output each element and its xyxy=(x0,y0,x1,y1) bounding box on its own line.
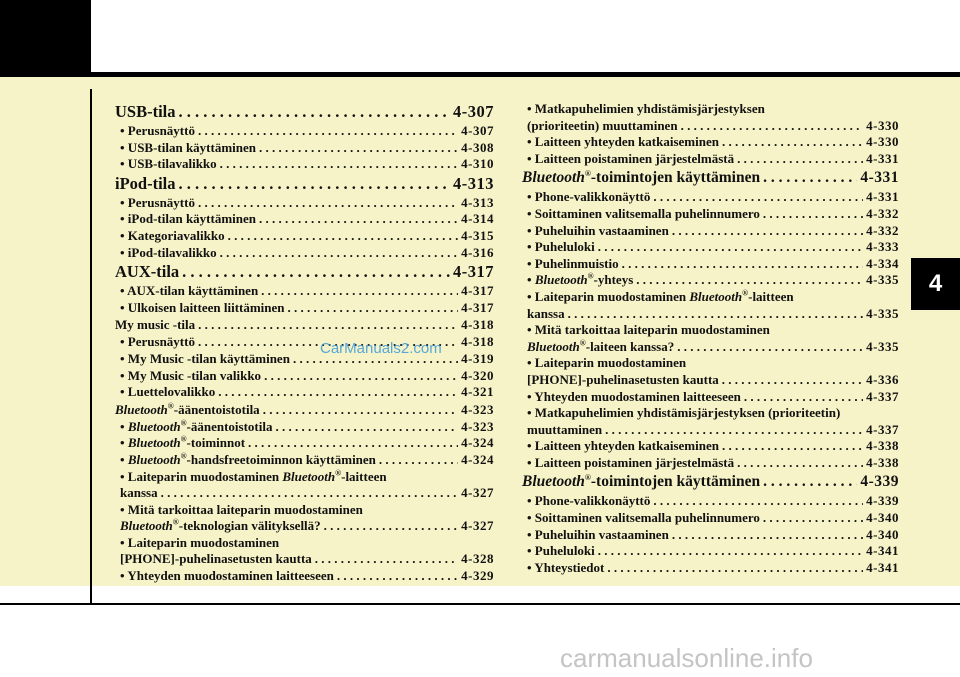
toc-entry[interactable]: • Soittaminen valitsemalla puhelinnumero . . . 4-332 xyxy=(522,206,899,223)
toc-entry-line[interactable]: • Mitä tarkoittaa laiteparin muodostaminen xyxy=(120,501,363,517)
toc-heading[interactable]: USB-tila . . . 4-307 xyxy=(115,101,494,123)
toc-entry[interactable]: • Yhteystiedot . . . 4-341 xyxy=(522,560,899,577)
toc-entry[interactable]: • Puheluloki . . . 4-341 xyxy=(522,543,899,560)
toc-entry[interactable]: [PHONE]-puhelinasetusten kautta . . . 4-336 xyxy=(522,372,899,389)
toc-entry[interactable]: • Bluetooth®-handsfreetoiminnon käyttäminen . . . 4-324 xyxy=(115,452,494,469)
toc-entry[interactable]: • Yhteyden muodostaminen laitteeseen . . . 4-337 xyxy=(522,389,899,406)
toc-entry[interactable]: • My Music -tilan käyttäminen . . . 4-319 xyxy=(115,351,494,368)
toc-entry[interactable]: [PHONE]-puhelinasetusten kautta . . . 4-328 xyxy=(115,551,494,568)
toc-entry[interactable]: Bluetooth®-laiteen kanssa? . . . 4-335 xyxy=(522,339,899,356)
toc-entry[interactable]: • Perusnäyttö . . . 4-307 xyxy=(115,123,494,140)
toc-entry-line[interactable]: • Laiteparin muodostaminen xyxy=(120,534,280,550)
toc-entry[interactable]: • Laitteen yhteyden katkaiseminen . . . 4-330 xyxy=(522,134,899,151)
toc-entry[interactable]: • Perusnäyttö . . . 4-318 xyxy=(115,334,494,351)
toc-entry-line[interactable]: • Laiteparin muodostaminen xyxy=(527,355,687,371)
toc-entry-line[interactable]: • Mitä tarkoittaa laiteparin muodostaminen xyxy=(527,322,770,338)
toc-entry-line[interactable]: • Laiteparin muodostaminen Bluetooth®-laitteen xyxy=(527,288,794,304)
toc-entry[interactable]: • Phone-valikkonäyttö . . . 4-339 xyxy=(522,493,899,510)
toc-entry[interactable]: • Laitteen poistaminen järjestelmästä . . . 4-338 xyxy=(522,455,899,472)
toc-heading[interactable]: iPod-tila . . . 4-313 xyxy=(115,173,494,195)
toc-entry[interactable]: • AUX-tilan käyttäminen . . . 4-317 xyxy=(115,283,494,300)
watermark-bottom: carmanualsonline.info xyxy=(560,643,813,673)
toc-entry[interactable]: • My Music -tilan valikko . . . 4-320 xyxy=(115,368,494,385)
toc-entry[interactable]: • Puheluihin vastaaminen . . . 4-332 xyxy=(522,223,899,240)
toc-entry[interactable]: • Yhteyden muodostaminen laitteeseen . . . 4-329 xyxy=(115,568,494,585)
toc-heading[interactable]: Bluetooth®-äänentoistotila . . . 4-323 xyxy=(115,401,494,419)
corner-block xyxy=(0,0,91,89)
toc-entry[interactable]: • Bluetooth®-toiminnot . . . 4-324 xyxy=(115,435,494,452)
toc-entry[interactable]: • Kategoriavalikko . . . 4-315 xyxy=(115,228,494,245)
toc-entry[interactable]: • Puhelinmuistio . . . 4-334 xyxy=(522,256,899,273)
toc-entry[interactable]: • Ulkoisen laitteen liittäminen . . . 4-317 xyxy=(115,300,494,317)
toc-entry[interactable]: Bluetooth®-teknologian välityksellä? . . . 4-327 xyxy=(115,518,494,535)
toc-entry[interactable]: • Luettelovalikko . . . 4-321 xyxy=(115,384,494,401)
toc-entry[interactable]: • USB-tilavalikko . . . 4-310 xyxy=(115,156,494,173)
watermark-top: CarManuals2.com xyxy=(320,340,442,357)
toc-heading[interactable]: Bluetooth®-toimintojen käyttäminen . . . 4-331 xyxy=(522,167,899,189)
toc-column-right xyxy=(522,101,899,576)
toc-entry-line[interactable]: • Laiteparin muodostaminen Bluetooth®-laitteen xyxy=(120,468,387,484)
toc-entry-line[interactable]: • Matkapuhelimien yhdistämisjärjestyksen (prioriteetin) xyxy=(527,405,841,421)
margin-rule xyxy=(90,89,92,605)
toc-entry[interactable]: • Puheluloki . . . 4-333 xyxy=(522,239,899,256)
toc-entry[interactable]: • Perusnäyttö . . . 4-313 xyxy=(115,195,494,212)
toc-entry[interactable]: • iPod-tilavalikko . . . 4-316 xyxy=(115,245,494,262)
toc-heading[interactable]: AUX-tila . . . 4-317 xyxy=(115,261,494,283)
toc-entry[interactable]: • USB-tilan käyttäminen . . . 4-308 xyxy=(115,140,494,157)
toc-entry[interactable]: (prioriteetin) muuttaminen . . . 4-330 xyxy=(522,118,899,135)
toc-entry-line[interactable]: • Matkapuhelimien yhdistämisjärjestyksen xyxy=(527,101,765,116)
chapter-tab[interactable]: 4 xyxy=(911,258,960,310)
toc-entry[interactable]: kanssa . . . 4-327 xyxy=(115,485,494,502)
toc-entry[interactable]: • Bluetooth®-yhteys . . . 4-335 xyxy=(522,272,899,289)
toc-entry[interactable]: • Phone-valikkonäyttö . . . 4-331 xyxy=(522,189,899,206)
toc-entry[interactable]: • iPod-tilan käyttäminen . . . 4-314 xyxy=(115,211,494,228)
bottom-rule xyxy=(0,603,960,605)
toc-entry[interactable]: • Bluetooth®-äänentoistotila . . . 4-323 xyxy=(115,419,494,436)
toc-heading[interactable]: Bluetooth®-toimintojen käyttäminen . . . 4-339 xyxy=(522,471,899,493)
toc-entry[interactable]: kanssa . . . 4-335 xyxy=(522,306,899,323)
toc-heading[interactable]: My music -tila . . . 4-318 xyxy=(115,316,494,334)
toc-entry[interactable]: muuttaminen . . . 4-337 xyxy=(522,422,899,439)
toc-entry[interactable]: • Laitteen yhteyden katkaiseminen . . . 4-338 xyxy=(522,438,899,455)
toc-entry[interactable]: • Puheluihin vastaaminen . . . 4-340 xyxy=(522,527,899,544)
toc-entry[interactable]: • Soittaminen valitsemalla puhelinnumero . . . 4-340 xyxy=(522,510,899,527)
toc-entry[interactable]: • Laitteen poistaminen järjestelmästä . . . 4-331 xyxy=(522,151,899,168)
